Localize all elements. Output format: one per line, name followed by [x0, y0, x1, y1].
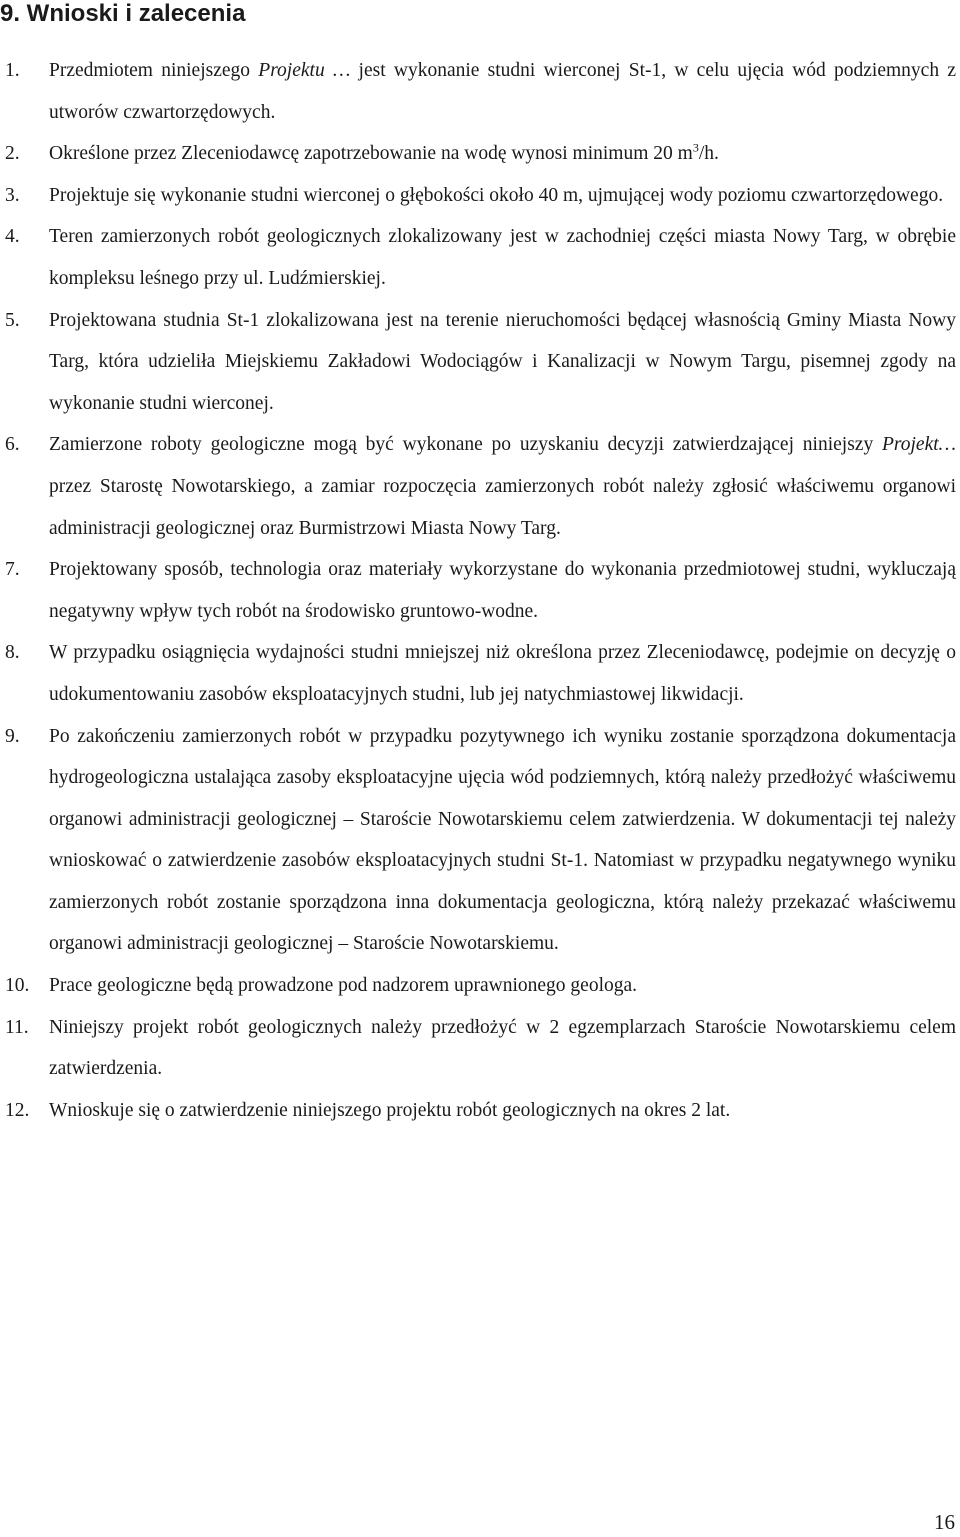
list-item	[0, 1090, 956, 1132]
item-text	[49, 434, 956, 538]
list-item	[0, 549, 956, 632]
item-number: 9.	[5, 725, 20, 747]
list-item	[0, 632, 956, 715]
text-run: Przedmiotem niniejszego	[49, 60, 259, 81]
item-text	[49, 310, 956, 414]
item-number: 12.	[5, 1099, 30, 1121]
superscript: 3	[692, 140, 699, 155]
item-text	[49, 559, 956, 622]
text-run: Po zakończeniu zamierzonych robót w przypadku pozytywnego ich wyniku zostanie sporządzona dokumentacja hydrogeologiczna ustalająca zasoby eksploatacyjne ujęcia wód podziemnych, którą należy przedłożyć właściwemu organowi administracji geologicznej – Staroście Nowotarskiemu celem zatwierdzenia. W dokumentacji tej należy wnioskować o zatwierdzenie zasobów eksploatacyjnych studni St-1. Natomiast w przypadku negatywnego wyniku zamierzonych robót zostanie sporządzona inna dokumentacja geologiczna, którą należy przekazać właściwemu organowi administracji geologicznej – Staroście Nowotarskiemu.	[49, 725, 956, 955]
item-number: 6.	[5, 434, 20, 456]
item-text	[49, 975, 637, 996]
item-number: 1.	[5, 60, 20, 81]
italic-title: Projektu …	[258, 60, 351, 81]
item-text	[49, 1100, 730, 1121]
item-text	[49, 185, 943, 206]
conclusions-list	[0, 50, 956, 1131]
text-run: Niniejszy projekt robót geologicznych należy przedłożyć w 2 egzemplarzach Staroście Nowotarskiemu celem zatwierdzenia.	[49, 1016, 956, 1080]
item-number: 10.	[5, 975, 30, 997]
list-item	[0, 1007, 956, 1090]
item-number: 2.	[5, 143, 20, 165]
text-run: przez Starostę Nowotarskiego, a zamiar rozpoczęcia zamierzonych robót należy zgłosić właściwemu organowi administracji geologicznej oraz Burmistrzowi Miasta Nowy Targ.	[49, 475, 956, 539]
text-run: /h.	[698, 143, 719, 165]
text-run: Projektuje się wykonanie studni wierconej o głębokości około 40 m, ujmującej wody poziomu czwartorzędowego.	[49, 184, 944, 206]
list-item	[0, 216, 956, 299]
text-run: Projektowana studnia St-1 zlokalizowana jest na terenie nieruchomości będącej własnością Gminy Miasta Nowy Targ, która udzieliła Miejskiemu Zakładowi Wodociągów i Kanalizacji w Nowym Targu, pisemnej zgody na wykonanie studni wierconej.	[49, 309, 956, 414]
list-item	[0, 424, 956, 549]
item-number: 5.	[5, 309, 20, 331]
text-run: Określone przez Zleceniodawcę zapotrzebowanie na wodę wynosi minimum 20 m	[49, 143, 693, 165]
item-number: 4.	[5, 226, 20, 248]
text-run: Teren zamierzonych robót geologicznych zlokalizowany jest w zachodniej części miasta Nowy Targ, w obrębie kompleksu leśnego przy ul. Ludźmierskiej.	[49, 226, 956, 289]
text-run: jest wykonanie studni wierconej St-1, w celu ujęcia wód podziemnych z utworów czwartorzędowych.	[49, 60, 956, 123]
item-number: 7.	[5, 559, 20, 581]
list-item	[0, 50, 956, 133]
item-number: 8.	[5, 642, 20, 664]
text-run: Projektowany sposób, technologia oraz materiały wykorzystane do wykonania przedmiotowej studni, wykluczają negatywny wpływ tych robót na środowisko gruntowo-wodne.	[49, 559, 956, 622]
item-number: 3.	[5, 184, 20, 206]
text-run: W przypadku osiągnięcia wydajności studni mniejszej niż określona przez Zleceniodawcę, podejmie on decyzję o udokumentowaniu zasobów eksploatacyjnych studni, lub jej natychmiastowej likwidacji.	[49, 642, 956, 705]
item-text	[49, 226, 956, 289]
item-text	[49, 140, 719, 165]
text-run: Prace geologiczne będą prowadzone pod nadzorem uprawnionego geologa.	[49, 975, 638, 997]
item-text	[49, 726, 956, 955]
item-text	[49, 1017, 956, 1080]
list-item	[0, 965, 956, 1007]
item-text	[49, 642, 956, 705]
text-run: Zamierzone roboty geologiczne mogą być wykonane po uzyskaniu decyzji zatwierdzającej niniejszy	[49, 434, 882, 456]
item-text	[49, 60, 956, 123]
list-item	[0, 175, 956, 217]
page-number: 16	[934, 1510, 955, 1534]
item-number: 11.	[5, 1016, 29, 1038]
italic-title: Projekt…	[881, 434, 956, 456]
list-item	[0, 133, 956, 175]
text-run: Wnioskuje się o zatwierdzenie niniejszego projektu robót geologicznych na okres 2 lat.	[49, 1099, 731, 1121]
section-heading: 9. Wnioski i zalecenia	[0, 0, 246, 27]
list-item	[0, 716, 956, 966]
list-item	[0, 300, 956, 425]
